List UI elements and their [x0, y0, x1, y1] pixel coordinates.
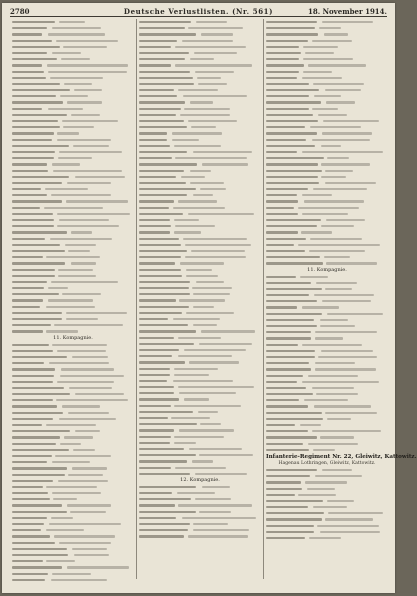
page-title: Deutsche Verlustlisten. (Nr. 561) [123, 7, 274, 16]
page-number: 2780 [10, 7, 30, 16]
section-note: Hagenau Lothringen, Gleiwitz, Kattowitz. [278, 460, 376, 466]
page-header [10, 7, 387, 17]
column-divider [263, 19, 264, 579]
entry-line [139, 533, 261, 539]
entry-line [12, 328, 134, 334]
section-heading: Infanterie-Regiment Nr. 22, Gleiwitz, Kattowitz. [266, 453, 417, 460]
column-1 [12, 19, 134, 591]
entry-line [139, 471, 261, 477]
column-divider [136, 19, 137, 579]
company-subheading: 12. Kompagnie. [180, 476, 220, 483]
column-2 [139, 19, 261, 591]
page-date: 18. November 1914. [307, 7, 387, 16]
newspaper-page [2, 3, 417, 593]
entry-line [266, 535, 388, 541]
column-3 [266, 19, 417, 591]
entry-line [266, 260, 388, 266]
company-subheading: 11. Kompagnie. [53, 334, 93, 341]
entry-line [12, 577, 134, 583]
company-subheading: 11. Kompagnie. [307, 266, 347, 273]
entry-line [266, 447, 388, 453]
